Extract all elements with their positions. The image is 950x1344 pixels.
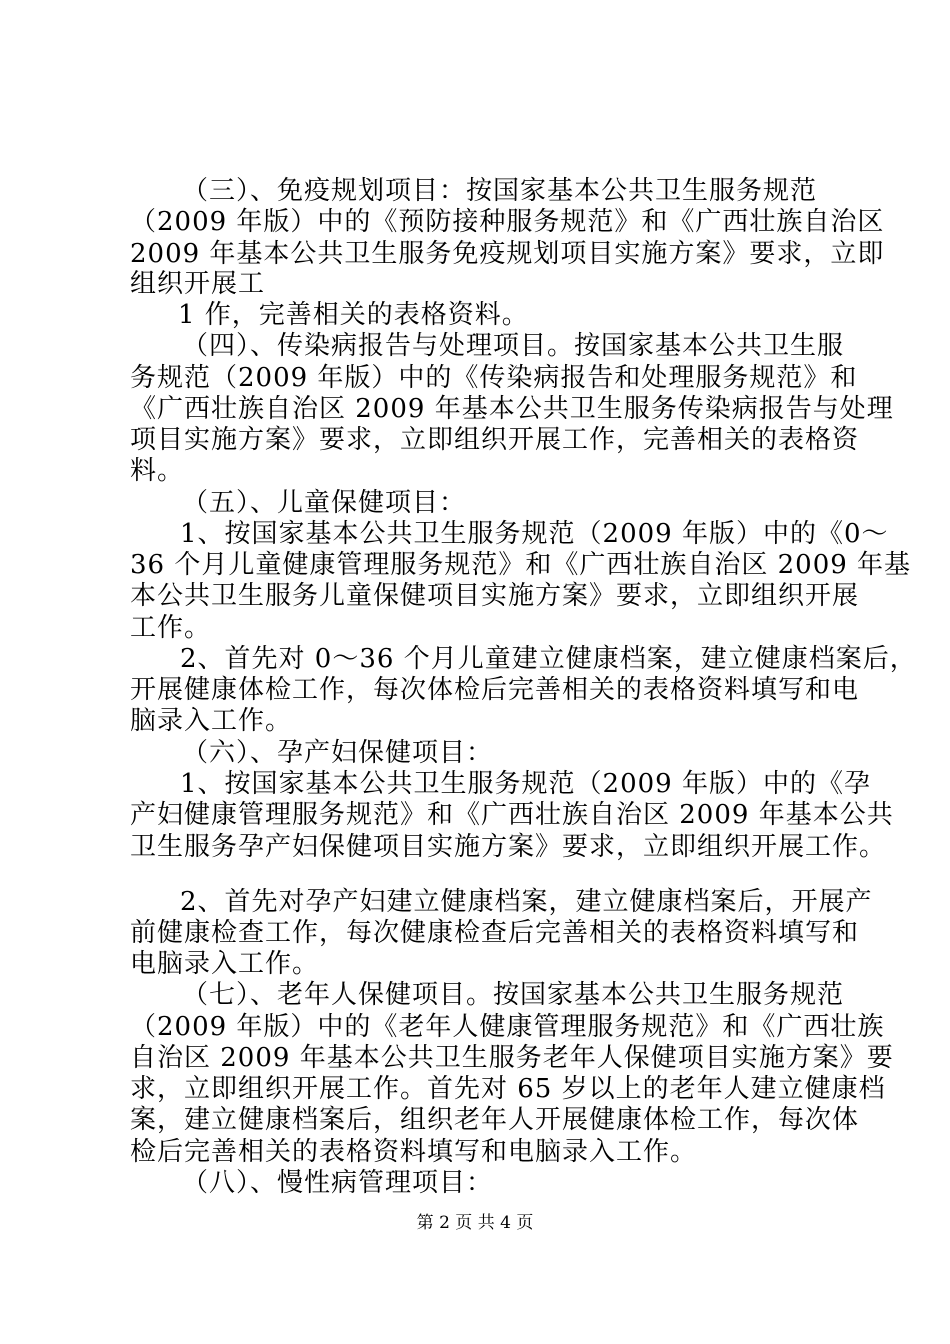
text-line: 1、按国家基本公共卫生服务规范（2009 年版）中的《孕	[180, 769, 871, 799]
text-line: 开展健康体检工作，每次体检后完善相关的表格资料填写和电	[130, 675, 860, 705]
text-line: （七）、老年人保健项目。按国家基本公共卫生服务规范	[182, 980, 845, 1010]
text-line: （2009 年版）中的《预防接种服务规范》和《广西壮族自治区	[130, 207, 885, 237]
text-line: 料。	[130, 456, 185, 486]
text-line: 产妇健康管理服务规范》和《广西壮族自治区 2009 年基本公共	[130, 800, 894, 830]
text-line: 检后完善相关的表格资料填写和电脑录入工作。	[130, 1137, 698, 1167]
text-line: （2009 年版）中的《老年人健康管理服务规范》和《广西壮族	[130, 1012, 885, 1042]
text-line: 本公共卫生服务儿童保健项目实施方案》要求，立即组织开展	[130, 581, 860, 611]
text-line: 《广西壮族自治区 2009 年基本公共卫生服务传染病报告与处理	[130, 394, 894, 424]
text-line: 36 个月儿童健康管理服务规范》和《广西壮族自治区 2009 年基	[130, 550, 912, 580]
text-line: 自治区 2009 年基本公共卫生服务老年人保健项目实施方案》要	[130, 1043, 894, 1073]
text-line: 脑录入工作。	[130, 706, 293, 736]
text-line: （四）、传染病报告与处理项目。按国家基本公共卫生服	[182, 331, 845, 361]
text-line: 工作。	[130, 613, 212, 643]
text-line: 电脑录入工作。	[130, 949, 320, 979]
text-line: 务规范（2009 年版）中的《传染病报告和处理服务规范》和	[130, 363, 858, 393]
text-line: （八）、慢性病管理项目：	[182, 1168, 494, 1198]
text-line: 案，建立健康档案后，组织老年人开展健康体检工作，每次体	[130, 1105, 860, 1135]
text-line: 1 作，完善相关的表格资料。	[178, 300, 529, 330]
text-line: 卫生服务孕产妇保健项目实施方案》要求，立即组织开展工作。	[130, 832, 887, 862]
page-footer: 第 2 页 共 4 页	[416, 1213, 534, 1233]
text-line: 2、首先对孕产妇建立健康档案，建立健康档案后，开展产	[180, 887, 873, 917]
text-line: 2、首先对 0～36 个月儿童建立健康档案，建立健康档案后，	[180, 644, 917, 674]
text-line: 2009 年基本公共卫生服务免疫规划项目实施方案》要求，立即	[130, 239, 885, 269]
text-line: 求，立即组织开展工作。首先对 65 岁以上的老年人建立健康档	[130, 1074, 886, 1104]
text-line: （三）、免疫规划项目：按国家基本公共卫生服务规范	[182, 176, 818, 206]
text-line: 组织开展工	[130, 269, 266, 299]
text-line: 前健康检查工作，每次健康检查后完善相关的表格资料填写和	[130, 918, 860, 948]
text-line: （五）、儿童保健项目：	[182, 488, 467, 518]
text-line: （六）、孕产妇保健项目：	[182, 738, 494, 768]
text-line: 1、按国家基本公共卫生服务规范（2009 年版）中的《0～	[180, 519, 889, 549]
text-line: 项目实施方案》要求，立即组织开展工作，完善相关的表格资	[130, 425, 860, 455]
